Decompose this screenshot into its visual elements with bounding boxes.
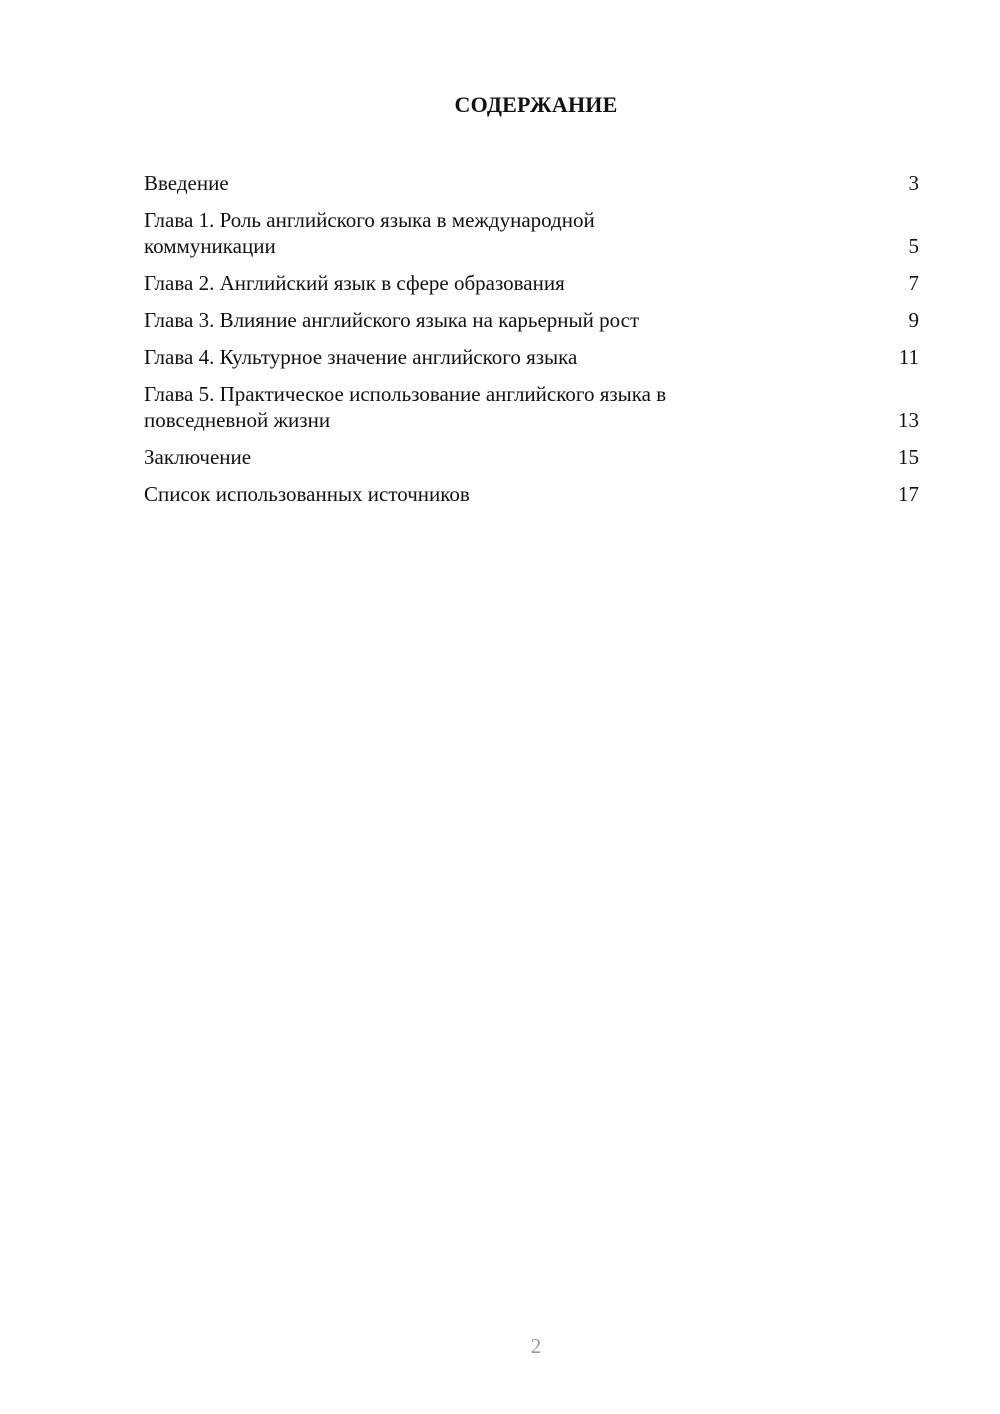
toc-entry-text xyxy=(144,444,251,470)
toc-entry-line: Список использованных источников xyxy=(144,482,470,506)
table-of-contents xyxy=(144,170,919,518)
toc-page-number: 3 xyxy=(908,171,919,195)
toc-entry-line: Глава 2. Английский язык в сфере образования xyxy=(144,271,565,295)
toc-entry-introduction xyxy=(144,170,919,196)
toc-entry-text xyxy=(144,307,639,333)
toc-entry-chapter-4 xyxy=(144,344,919,370)
toc-entry-line: Глава 1. Роль английского языка в международной xyxy=(144,208,595,232)
page-footer-number: 2 xyxy=(530,1334,542,1358)
toc-entry-chapter-1 xyxy=(144,207,919,259)
toc-entry-chapter-5 xyxy=(144,381,919,433)
toc-entry-references xyxy=(144,481,919,507)
toc-entry-line: Введение xyxy=(144,171,229,195)
toc-entry-text xyxy=(144,344,577,370)
toc-entry-text xyxy=(144,207,595,259)
toc-page-number: 5 xyxy=(908,234,919,258)
toc-entry-conclusion xyxy=(144,444,919,470)
toc-page-number: 17 xyxy=(898,482,919,506)
toc-entry-text xyxy=(144,481,470,507)
toc-page-number: 9 xyxy=(908,308,919,332)
toc-entry-line: коммуникации xyxy=(144,234,276,258)
toc-entry-text xyxy=(144,170,229,196)
page-title: СОДЕРЖАНИЕ xyxy=(454,92,618,117)
toc-entry-line: Глава 4. Культурное значение английского языка xyxy=(144,345,578,369)
toc-entry-line: Глава 5. Практическое использование английского языка в xyxy=(144,382,667,406)
toc-page-number: 7 xyxy=(908,271,919,295)
toc-entry-text xyxy=(144,381,666,433)
toc-entry-chapter-2 xyxy=(144,270,919,296)
toc-entry-line: Заключение xyxy=(144,445,252,469)
toc-entry-line: Глава 3. Влияние английского языка на карьерный рост xyxy=(144,308,640,332)
toc-entry-line: повседневной жизни xyxy=(144,408,331,432)
toc-entry-chapter-3 xyxy=(144,307,919,333)
toc-page-number: 11 xyxy=(898,345,919,369)
toc-page-number: 13 xyxy=(898,408,919,432)
toc-page-number: 15 xyxy=(898,445,919,469)
toc-entry-text xyxy=(144,270,565,296)
